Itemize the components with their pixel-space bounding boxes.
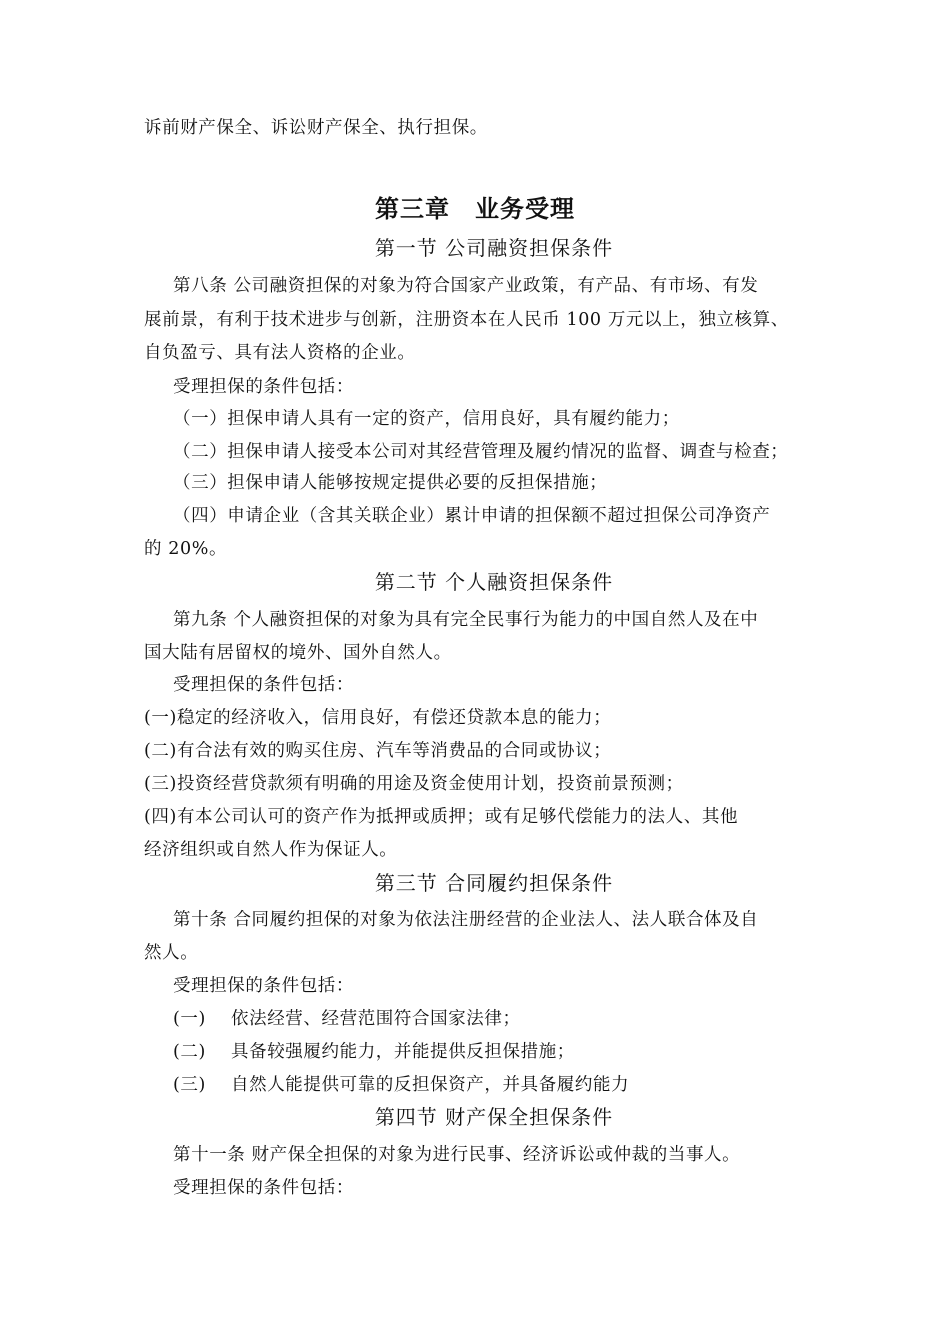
section-3-condition-3-text: 自然人能提供可靠的反担保资产，并具备履约能力 [231, 1075, 630, 1095]
section-3-condition-1-text: 依法经营、经营范围符合国家法律； [231, 1009, 521, 1029]
section-2-condition-4-line-2: 经济组织或自然人作为保证人。 [144, 840, 398, 860]
section-3-condition-1 [173, 1007, 521, 1031]
article-8-line-2: 展前景，有利于技术进步与创新，注册资本在人民币 100 万元以上，独立核算、 [144, 310, 789, 330]
article-10-line-2: 然人。 [144, 943, 199, 963]
intro-tail-text: 诉前财产保全、诉讼财产保全、执行担保。 [144, 118, 488, 138]
section-4-conditions-intro: 受理担保的条件包括： [173, 1178, 354, 1198]
article-8-line-1: 第八条 公司融资担保的对象为符合国家产业政策，有产品、有市场、有发 [173, 276, 759, 296]
section-1-condition-3: （三）担保申请人能够按规定提供必要的反担保措施； [173, 473, 608, 493]
section-1-condition-4-line-2: 的 20%。 [144, 539, 228, 559]
section-2-title: 第二节 个人融资担保条件 [374, 570, 614, 594]
section-3-conditions-intro: 受理担保的条件包括： [173, 976, 354, 996]
section-2-condition-3: (三)投资经营贷款须有明确的用途及资金使用计划，投资前景预测； [144, 774, 684, 794]
section-3-condition-2-text: 具备较强履约能力，并能提供反担保措施； [231, 1042, 575, 1062]
section-3-condition-2-marker: (二) [173, 1042, 206, 1062]
section-3-condition-3-marker: (三) [173, 1075, 206, 1095]
article-8-line-3: 自负盈亏、具有法人资格的企业。 [144, 343, 416, 363]
article-10-line-1: 第十条 合同履约担保的对象为依法注册经营的企业法人、法人联合体及自 [173, 910, 759, 930]
article-9-line-1: 第九条 个人融资担保的对象为具有完全民事行为能力的中国自然人及在中 [173, 610, 759, 630]
section-1-conditions-intro: 受理担保的条件包括： [173, 377, 354, 397]
article-9-line-2: 国大陆有居留权的境外、国外自然人。 [144, 643, 452, 663]
section-4-title: 第四节 财产保全担保条件 [374, 1105, 614, 1129]
section-3-condition-2 [173, 1040, 575, 1064]
section-2-condition-4-line-1: (四)有本公司认可的资产作为抵押或质押；或有足够代偿能力的法人、其他 [144, 807, 739, 827]
section-3-condition-1-marker: (一) [173, 1009, 206, 1029]
section-2-condition-1: (一)稳定的经济收入，信用良好，有偿还贷款本息的能力； [144, 708, 612, 728]
section-1-condition-2: （二）担保申请人接受本公司对其经营管理及履约情况的监督、调查与检查； [173, 442, 789, 462]
article-11-line-1: 第十一条 财产保全担保的对象为进行民事、经济诉讼或仲裁的当事人。 [173, 1145, 741, 1165]
section-2-condition-2: (二)有合法有效的购买住房、汽车等消费品的合同或协议； [144, 741, 612, 761]
section-2-conditions-intro: 受理担保的条件包括： [173, 675, 354, 695]
section-1-condition-1: （一）担保申请人具有一定的资产，信用良好，具有履约能力； [173, 409, 680, 429]
section-3-title: 第三节 合同履约担保条件 [374, 871, 614, 895]
section-3-condition-3 [173, 1073, 629, 1097]
section-1-title: 第一节 公司融资担保条件 [374, 236, 614, 260]
section-1-condition-4-line-1: （四）申请企业（含其关联企业）累计申请的担保额不超过担保公司净资产 [173, 506, 771, 526]
chapter-title: 第三章 业务受理 [375, 194, 575, 223]
